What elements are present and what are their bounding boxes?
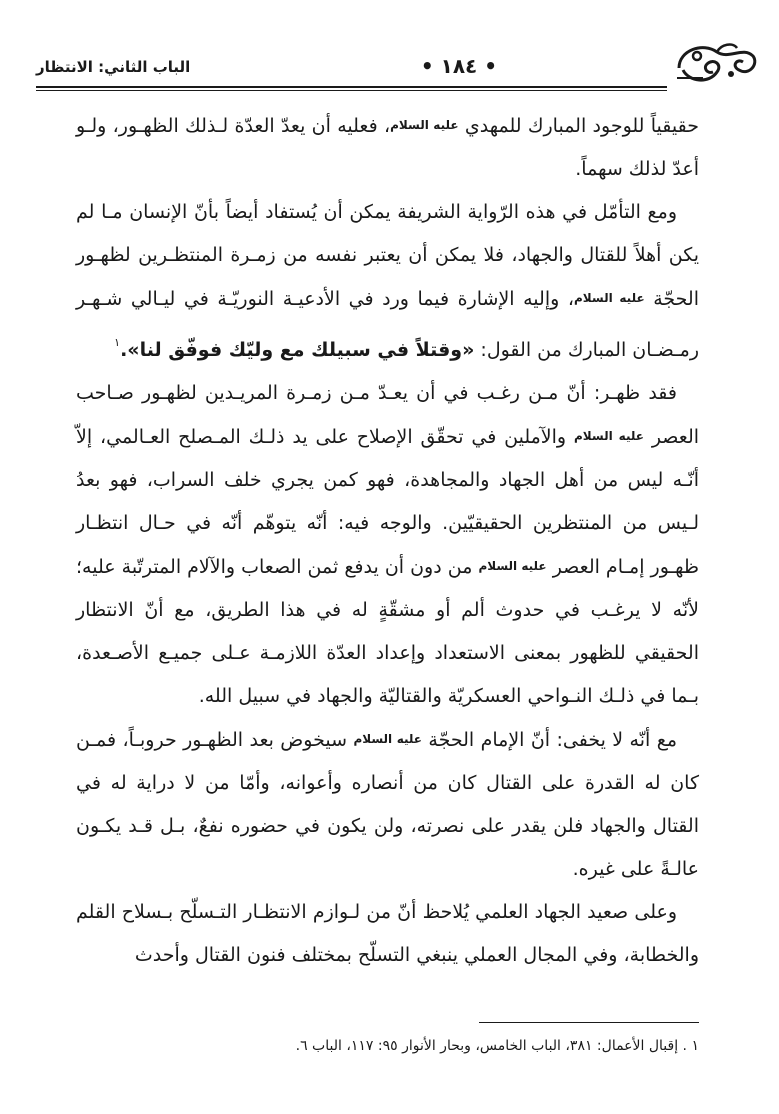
honorific-glyph: عليه السلام xyxy=(573,291,645,305)
text-run: والآملين في تحقّق الإصلاح على يد ذلـك المـصلح العـالمي، إلاّ أنّـه ليس من أهل الجهاد والمجاهدة، فهو كمن يجري خلف السراب، فهو بعدُ لـيس من المنتظرين الحقيقيّين. والوجه فيه: أنّه يتوهّم أنّه في حـال انتظـار ظهـور إمـام العصر xyxy=(76,426,699,578)
footnote-divider xyxy=(479,1022,699,1023)
paragraph-5: وعلى صعيد الجهاد العلمي يُلاحظ أنّ من لـوازم الانتظـار التـسلّح بـسلاح القلم والخطابة، وفي المجال العملي ينبغي التسلّح بمختلف فنون القتال وأحدث xyxy=(76,901,699,966)
footnote-reference: ١ xyxy=(114,336,121,349)
text-run: ومع التأمّل في هذه الرّواية الشريفة يمكن أن يُستفاد أيضاً بأنّ الإنسان مـا لم يكن أهلاً للقتال والجهاد، فلا يمكن أن يعتبر نفسه من زمـرة المنتظـرين لظهـور الحجّة xyxy=(76,201,700,310)
paragraph-2 xyxy=(76,191,699,372)
honorific-glyph: عليه السلام xyxy=(573,429,644,443)
text-run: ، وإليه الإشارة فيما ورد في الأدعيـة النوريّـة في ليـالي شـهـر رمـضـان المبارك من القول: xyxy=(76,288,699,361)
page-number: • ١٨٤ • xyxy=(420,54,497,78)
honorific-glyph: عليه السلام xyxy=(390,118,459,132)
page-header xyxy=(36,46,703,86)
quoted-supplication: «وقتلاً في سبيلك مع وليّك فوفّق لنا». xyxy=(120,339,475,361)
body-text xyxy=(76,104,699,977)
paragraph-1 xyxy=(76,104,699,191)
paragraph-3 xyxy=(76,372,699,718)
text-run: من دون أن يدفع ثمن الصعاب والآلام المترتّبة عليه؛ لأنّه لا يرغـب في حدوث ألم أو مشقّةٍ له في هذا الطريق، مع أنّ الانتظار الحقيقي للظهور بمعنى الاستعداد وإعداد العدّة اللازمـة عـلى جميـع الأصـعدة، بـما في ذلـك النـواحي العسكريّة والقتاليّة والجهاد في سبيل الله. xyxy=(76,556,699,707)
paragraph-4 xyxy=(76,718,699,891)
header-rule-thin xyxy=(36,90,667,91)
ornament-icon xyxy=(673,38,757,86)
footnote: ١ . إقبال الأعمال: ٣٨١، الباب الخامس، وبحار الأنوار ٩٥: ١١٧، الباب ٦. xyxy=(295,1038,699,1054)
text-run: سيخوض بعد الظهـور حروبـاً، فمـن كان له القدرة على القتال كان من أنصاره وأعوانه، وأمّا من لا دراية له في القتال والجهاد فلن يقدر على نصرته، ولن يكون في حضوره نفعٌ، بـل قـد يكـون عالـةً على غيره. xyxy=(76,729,699,880)
header-rule xyxy=(36,86,667,88)
text-run: فقد ظهـر: أنّ مـن رغـب في أن يعـدّ مـن زمـرة المريـدين لظهـور صـاحب العصر xyxy=(76,382,700,448)
chapter-title: الباب الثاني: الانتظار xyxy=(36,58,191,76)
honorific-glyph: عليه السلام xyxy=(353,732,422,746)
text-run: ، فعليه أن يعدّ العدّة لـذلك الظهـور، ولـو أعدّ لذلك سهماً. xyxy=(76,115,699,180)
honorific-glyph: عليه السلام xyxy=(478,559,547,573)
text-run: مع أنّه لا يخفى: أنّ الإمام الحجّة xyxy=(422,729,678,751)
text-run: حقيقياً للوجود المبارك للمهدي xyxy=(458,115,699,137)
